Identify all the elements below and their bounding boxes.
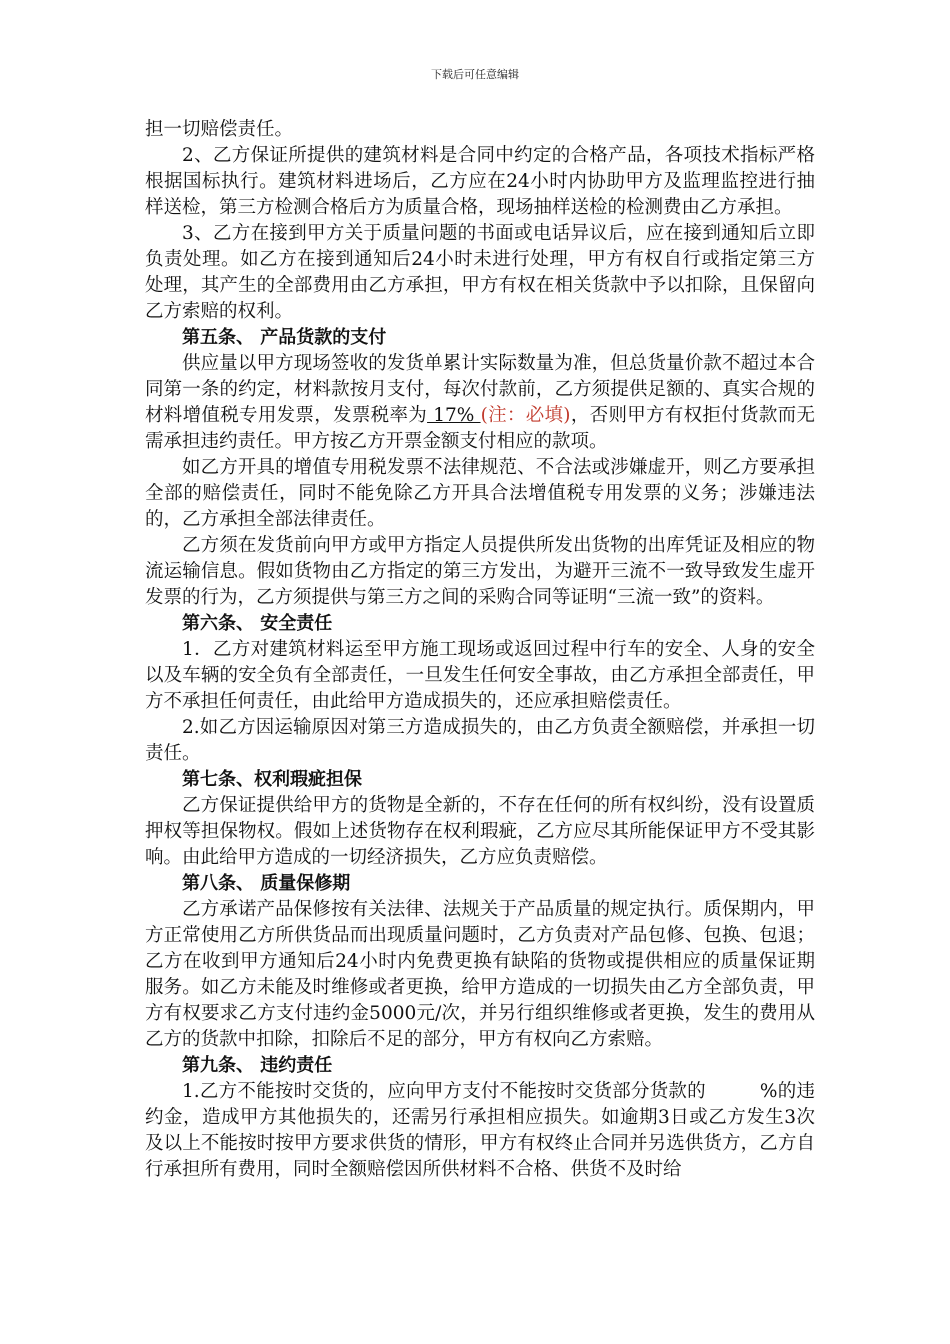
paragraph xyxy=(145,1079,815,1183)
paragraph: 1．乙方对建筑材料运至甲方施工现场或返回过程中行车的安全、人身的安全以及车辆的安全负有全部责任，一旦发生任何安全事故，由乙方承担全部责任，甲方不承担任何责任，由此给甲方造成损失的，还应承担赔偿责任。 xyxy=(145,639,815,712)
section-heading-5: 第五条、 产品货款的支付 xyxy=(182,327,387,348)
document-body xyxy=(145,117,815,1183)
paragraph: 如乙方开具的增值专用税发票不法律规范、不合法或涉嫌虚开，则乙方要承担全部的赔偿责任，同时不能免除乙方开具合法增值税专用发票的义务；涉嫌违法的，乙方承担全部法律责任。 xyxy=(145,457,815,530)
paragraph: 乙方须在发货前向甲方或甲方指定人员提供所发出货物的出库凭证及相应的物流运输信息。假如货物由乙方指定的第三方发出，为避开三流不一致导致发生虚开发票的行为，乙方须提供与第三方之间的采购合同等证明“三流一致”的资料。 xyxy=(145,535,815,608)
paragraph: 2.如乙方因运输原因对第三方造成损失的，由乙方负责全额赔偿，并承担一切责任。 xyxy=(145,717,815,764)
required-note: (注：必填) xyxy=(480,405,571,426)
paragraph: 2、乙方保证所提供的建筑材料是合同中约定的合格产品，各项技术指标严格根据国标执行。建筑材料进场后，乙方应在24小时内协助甲方及监理监控进行抽样送检，第三方检测合格后方为质量合格，现场抽样送检的检测费由乙方承担。 xyxy=(145,145,815,218)
paragraph xyxy=(145,351,815,455)
paragraph: 担一切赔偿责任。 xyxy=(145,119,294,140)
page-header: 下载后可任意编辑 xyxy=(431,68,519,81)
text: %的违约金，造成甲方其他损失的，还需另行承担相应损失。如逾期3日或乙方发生3次及以上不能按时按甲方要求供货的情形，甲方有权终止合同并另选供货方，乙方自行承担所有费用，同时全额赔偿因所供材料不合格、供货不及时给 xyxy=(145,1081,815,1180)
text: ，否则甲方有权拒付货款而无需承担违约责任。甲方按乙方开票金额支付相应的款项。 xyxy=(145,405,815,452)
section-heading-7: 第七条、权利瑕疵担保 xyxy=(182,769,362,790)
section-heading-6: 第六条、 安全责任 xyxy=(182,613,333,634)
section-heading-9: 第九条、 违约责任 xyxy=(182,1055,333,1076)
paragraph: 3、乙方在接到甲方关于质量问题的书面或电话异议后，应在接到通知后立即负责处理。如乙方在接到通知后24小时未进行处理，甲方有权自行或指定第三方处理，其产生的全部费用由乙方承担，甲方有权在相关货款中予以扣除，且保留向乙方索赔的权利。 xyxy=(145,223,815,322)
text: 1.乙方不能按时交货的，应向甲方支付不能按时交货部分货款的 xyxy=(182,1081,706,1102)
paragraph: 乙方保证提供给甲方的货物是全新的，不存在任何的所有权纠纷，没有设置质押权等担保物权。假如上述货物存在权利瑕疵，乙方应尽其所能保证甲方不受其影响。由此给甲方造成的一切经济损失，乙方应负责赔偿。 xyxy=(145,795,815,868)
text: 供应量以甲方现场签收的发货单累计实际数量为准，但总货量价款不超过本合同第一条的约定，材料款按月支付，每次付款前，乙方须提供足额的、真实合规的材料增值税专用发票，发票税率为 xyxy=(145,353,815,426)
paragraph: 乙方承诺产品保修按有关法律、法规关于产品质量的规定执行。质保期内，甲方正常使用乙方所供货品而出现质量问题时，乙方负责对产品包修、包换、包退；乙方在收到甲方通知后24小时内免费更换有缺陷的货物或提供相应的质量保证期服务。如乙方未能及时维修或者更换，给甲方造成的一切损失由乙方全部负责，甲方有权要求乙方支付违约金5000元/次，并另行组织维修或者更换，发生的费用从乙方的货款中扣除，扣除后不足的部分，甲方有权向乙方索赔。 xyxy=(145,899,815,1050)
section-heading-8: 第八条、 质量保修期 xyxy=(182,873,351,894)
tax-rate-field: 17% xyxy=(427,405,481,426)
